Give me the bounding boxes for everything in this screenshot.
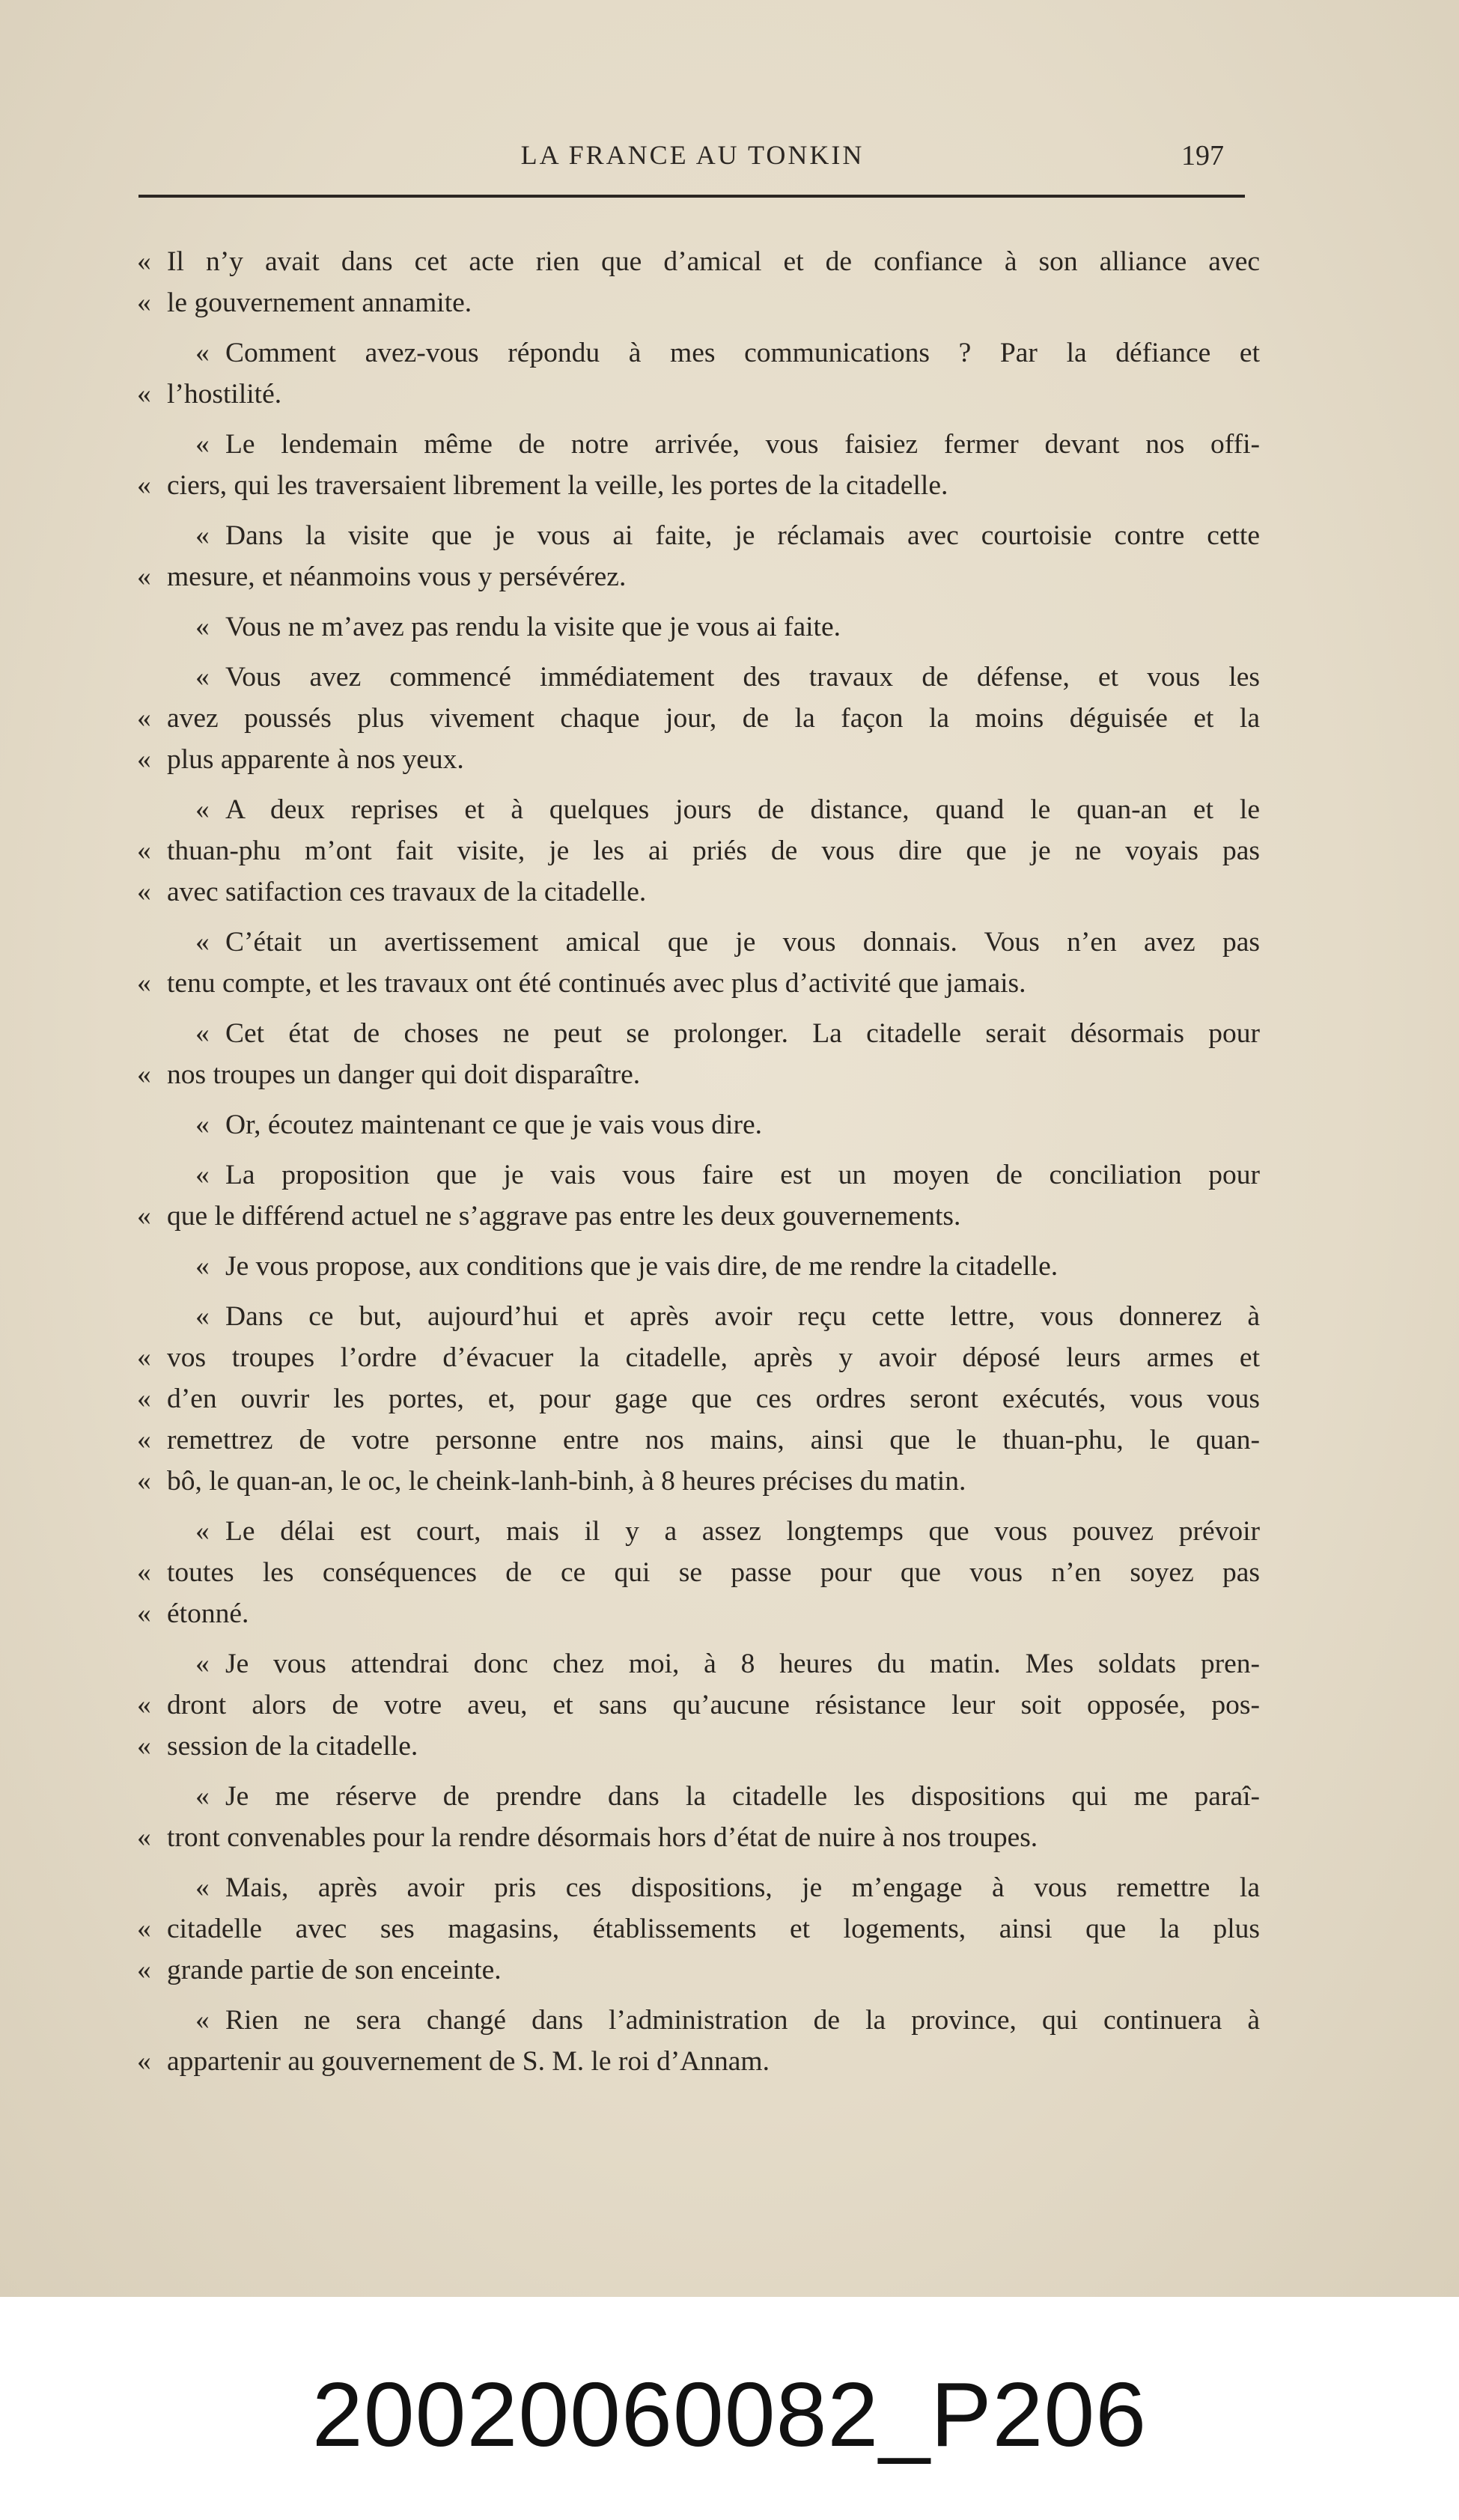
line-text: d’en ouvrir les portes, et, pour gage que ces ordres seront exécutés, vous vous [167,1384,1260,1414]
text-line [137,1154,1260,1196]
text-line [137,1337,1260,1378]
line-text: nos troupes un danger qui doit disparaître. [167,1059,641,1090]
line-text: Dans ce but, aujourd’hui et après avoir reçu cette lettre, vous donnerez à [225,1301,1260,1332]
quote-mark: « [137,2046,151,2077]
paragraph [137,1776,1260,1858]
paragraph [137,1296,1260,1502]
text-line [137,1817,1260,1858]
paragraph [137,789,1260,913]
quote-mark: « [195,1018,210,1049]
quote-mark: « [195,1872,210,1903]
quote-mark: « [137,1557,151,1588]
quote-mark: « [195,338,210,368]
line-text: mesure, et néanmoins vous y persévérez. [167,561,627,592]
line-text: Cet état de choses ne peut se prolonger. La citadelle serait désormais pour [225,1018,1260,1049]
line-text: le gouvernement annamite. [167,287,472,318]
line-text: Vous ne m’avez pas rendu la visite que je vous ai faite. [225,612,841,642]
text-line [137,739,1260,780]
text-line [137,1246,1260,1287]
quote-mark: « [195,1251,210,1282]
text-line [137,1054,1260,1095]
quote-mark: « [195,429,210,460]
line-text: appartenir au gouvernement de S. M. le roi d’Annam. [167,2046,770,2077]
quote-mark: « [137,1690,151,1720]
quote-mark: « [137,1342,151,1373]
line-text: Dans la visite que je vous ai faite, je réclamais avec courtoisie contre cette [225,520,1260,551]
line-text: citadelle avec ses magasins, établissements et logements, ainsi que la plus [167,1914,1260,1944]
quote-mark: « [137,1598,151,1629]
line-text: tront convenables pour la rendre désormais hors d’état de nuire à nos troupes. [167,1822,1038,1853]
text-line [137,1684,1260,1726]
text-line [137,465,1260,506]
text-line [137,1378,1260,1419]
quote-mark: « [137,703,151,734]
text-line [137,698,1260,739]
text-line [137,424,1260,465]
page-number: 197 [1181,140,1224,171]
quote-mark: « [137,1059,151,1090]
text-line [137,1104,1260,1145]
quote-mark: « [195,1301,210,1332]
text-line [137,1552,1260,1593]
running-title: LA FRANCE AU TONKIN [520,140,865,170]
line-text: Le lendemain même de notre arrivée, vous faisiez fermer devant nos offi- [225,429,1260,460]
text-line [137,1867,1260,1908]
text-line [137,1908,1260,1950]
text-line [137,2041,1260,2082]
text-line [137,1593,1260,1634]
line-text: Je vous attendrai donc chez moi, à 8 heures du matin. Mes soldats pren- [225,1649,1260,1679]
paragraph [137,606,1260,648]
line-text: bô, le quan-an, le oc, le cheink-lanh-binh, à 8 heures précises du matin. [167,1466,966,1497]
line-text: avez poussés plus vivement chaque jour, de la façon la moins déguisée et la [167,703,1260,734]
line-text: étonné. [167,1598,249,1629]
document-identifier: 20020060082_P206 [311,2364,1148,2465]
paragraph [137,1104,1260,1145]
line-text: Le délai est court, mais il y a assez longtemps que vous pouvez prévoir [225,1516,1260,1547]
text-line [137,1776,1260,1817]
paragraph [137,1246,1260,1287]
line-text: La proposition que je vais vous faire est un moyen de conciliation pour [225,1160,1260,1190]
quote-mark: « [195,794,210,825]
line-text: C’était un avertissement amical que je vous donnais. Vous n’en avez pas [225,927,1260,958]
quote-mark: « [137,1731,151,1762]
quote-mark: « [137,1466,151,1497]
text-line [137,515,1260,556]
paragraph [137,657,1260,780]
line-text: Or, écoutez maintenant ce que je vais vous dire. [225,1110,762,1140]
quote-mark: « [195,612,210,642]
line-text: grande partie de son enceinte. [167,1955,502,1985]
paragraph [137,424,1260,506]
page-header [138,139,1246,177]
text-line [137,871,1260,913]
quote-mark: « [137,1384,151,1414]
paragraph [137,1867,1260,1991]
line-text: thuan-phu m’ont fait visite, je les ai priés de vous dire que je ne voyais pas [167,836,1260,866]
text-line [137,1419,1260,1461]
line-text: tenu compte, et les travaux ont été continués avec plus d’activité que jamais. [167,968,1026,999]
header-rule [138,195,1245,198]
quote-mark: « [137,968,151,999]
quote-mark: « [195,1516,210,1547]
text-line [137,2000,1260,2041]
quote-mark: « [195,662,210,693]
line-text: Comment avez-vous répondu à mes communications ? Par la défiance et [225,338,1260,368]
quote-mark: « [195,1781,210,1812]
text-line [137,1013,1260,1054]
quote-mark: « [195,1649,210,1679]
quote-mark: « [137,1822,151,1853]
line-text: remettrez de votre personne entre nos mains, ainsi que le thuan-phu, le quan- [167,1425,1260,1455]
paragraph [137,1013,1260,1095]
quote-mark: « [137,1201,151,1232]
quote-mark: « [137,1955,151,1985]
text-line [137,1726,1260,1767]
line-text: Rien ne sera changé dans l’administration de la province, qui continuera à [225,2005,1260,2036]
paragraph [137,332,1260,415]
quote-mark: « [195,1160,210,1190]
quote-mark: « [137,877,151,907]
paragraph [137,1511,1260,1634]
quote-mark: « [137,1425,151,1455]
quote-mark: « [195,2005,210,2036]
quote-mark: « [137,470,151,501]
text-line [137,789,1260,830]
quote-mark: « [137,287,151,318]
line-text: que le différend actuel ne s’aggrave pas entre les deux gouvernements. [167,1201,961,1232]
line-text: Il n’y avait dans cet acte rien que d’amical et de confiance à son alliance avec [167,246,1260,277]
line-text: plus apparente à nos yeux. [167,744,464,775]
text-line [137,1511,1260,1552]
quote-mark: « [195,520,210,551]
line-text: A deux reprises et à quelques jours de distance, quand le quan-an et le [225,794,1260,825]
paragraph [137,241,1260,323]
text-line [137,374,1260,415]
quote-mark: « [137,246,151,277]
line-text: l’hostilité. [167,379,282,410]
line-text: avec satifaction ces travaux de la citadelle. [167,877,647,907]
text-line [137,241,1260,282]
quote-mark: « [195,1110,210,1140]
paragraph [137,1154,1260,1237]
text-line [137,922,1260,963]
quote-mark: « [137,561,151,592]
line-text: ciers, qui les traversaient librement la veille, les portes de la citadelle. [167,470,948,501]
body-text [137,241,1260,2091]
line-text: toutes les conséquences de ce qui se passe pour que vous n’en soyez pas [167,1557,1260,1588]
text-line [137,1296,1260,1337]
text-line [137,1950,1260,1991]
text-line [137,1461,1260,1502]
paragraph [137,515,1260,597]
quote-mark: « [195,927,210,958]
quote-mark: « [137,1914,151,1944]
line-text: Je vous propose, aux conditions que je vais dire, de me rendre la citadelle. [225,1251,1059,1282]
line-text: dront alors de votre aveu, et sans qu’aucune résistance leur soit opposée, pos- [167,1690,1260,1720]
text-line [137,1643,1260,1684]
line-text: Je me réserve de prendre dans la citadelle les dispositions qui me paraî- [225,1781,1260,1812]
quote-mark: « [137,836,151,866]
text-line [137,1196,1260,1237]
text-line [137,556,1260,597]
text-line [137,606,1260,648]
text-line [137,332,1260,374]
paragraph [137,1643,1260,1767]
text-line [137,963,1260,1004]
text-line [137,657,1260,698]
line-text: Vous avez commencé immédiatement des travaux de défense, et vous les [225,662,1260,693]
paragraph [137,922,1260,1004]
text-line [137,282,1260,323]
line-text: vos troupes l’ordre d’évacuer la citadelle, après y avoir déposé leurs armes et [167,1342,1260,1373]
line-text: session de la citadelle. [167,1731,418,1762]
quote-mark: « [137,379,151,410]
paragraph [137,2000,1260,2082]
quote-mark: « [137,744,151,775]
line-text: Mais, après avoir pris ces dispositions, je m’engage à vous remettre la [225,1872,1260,1903]
text-line [137,830,1260,871]
